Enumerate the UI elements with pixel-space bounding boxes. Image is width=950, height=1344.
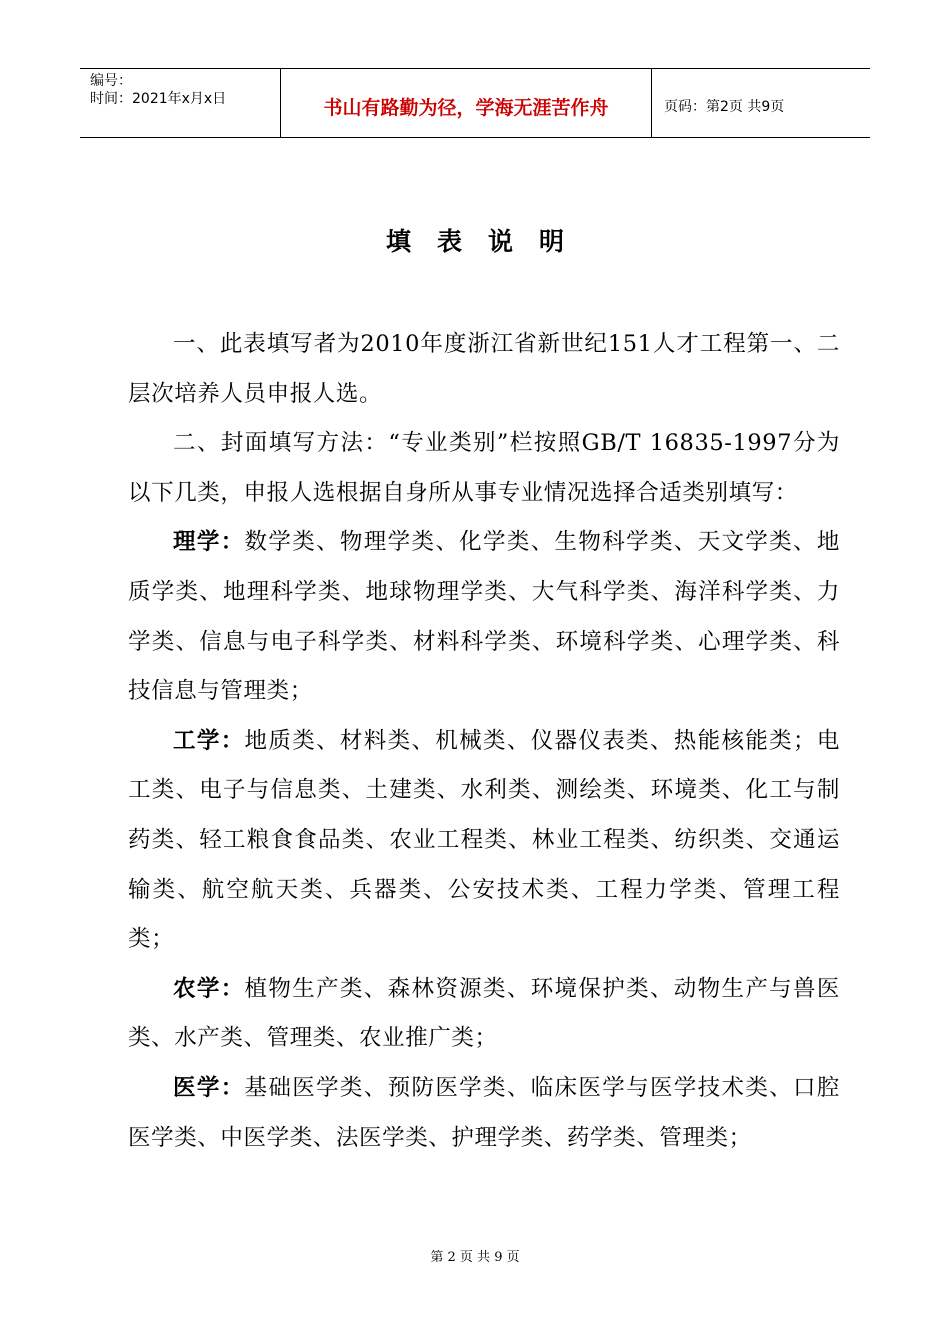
paragraph-lead: 工学： [173,727,245,754]
paragraph-medicine [128,1064,840,1163]
page-header [80,68,870,138]
paragraph-text: 二、封面填写方法：“专业类别”栏按照GB/T 16835-1997分为以下几类，申报人选根据自身所从事专业情况选择合适类别填写： [128,430,840,506]
paragraph-text: 基础医学类、预防医学类、临床医学与医学技术类、口腔医学类、中医学类、法医学类、护理学类、药学类、管理类； [128,1074,840,1151]
document-title: 填表说明 [385,227,590,256]
header-meta [80,69,281,137]
paragraph-lead: 医学： [173,1074,245,1101]
paragraph [128,419,840,518]
paragraph-engineering [128,717,840,965]
page-footer: 第 2 页 共 9 页 [430,1250,520,1265]
paragraph-lead: 理学： [173,529,245,556]
paragraph-text: 数学类、物理学类、化学类、生物科学类、天文学类、地质学类、地理科学类、地球物理学类、大气科学类、海洋科学类、力学类、信息与电子科学类、材料科学类、环境科学类、心理学类、科技信息与管理类； [128,529,840,705]
paragraph-lead: 农学： [173,975,245,1002]
paragraph-agriculture [128,965,840,1064]
header-page-label: 页码：第2页 共9页 [664,99,785,115]
header-number-label: 编号： [90,73,132,89]
header-motto: 书山有路勤为径，学海无涯苦作舟 [281,69,652,137]
paragraph-text: 植物生产类、森林资源类、环境保护类、动物生产与兽医类、水产类、管理类、农业推广类； [128,975,840,1052]
paragraph-text: 地质类、材料类、机械类、仪器仪表类、热能核能类；电工类、电子与信息类、土建类、水利类、测绘类、环境类、化工与制药类、轻工粮食食品类、农业工程类、林业工程类、纺织类、交通运输类、航空航天类、兵器类、公安技术类、工程力学类、管理工程类； [128,727,840,953]
paragraph [128,320,840,419]
document-body [128,320,840,1163]
paragraph-science [128,518,840,716]
paragraph-text: 一、此表填写者为2010年度浙江省新世纪151人才工程第一、二层次培养人员申报人选。 [128,331,840,407]
header-date-label: 时间：2021年x月x日 [90,91,227,107]
